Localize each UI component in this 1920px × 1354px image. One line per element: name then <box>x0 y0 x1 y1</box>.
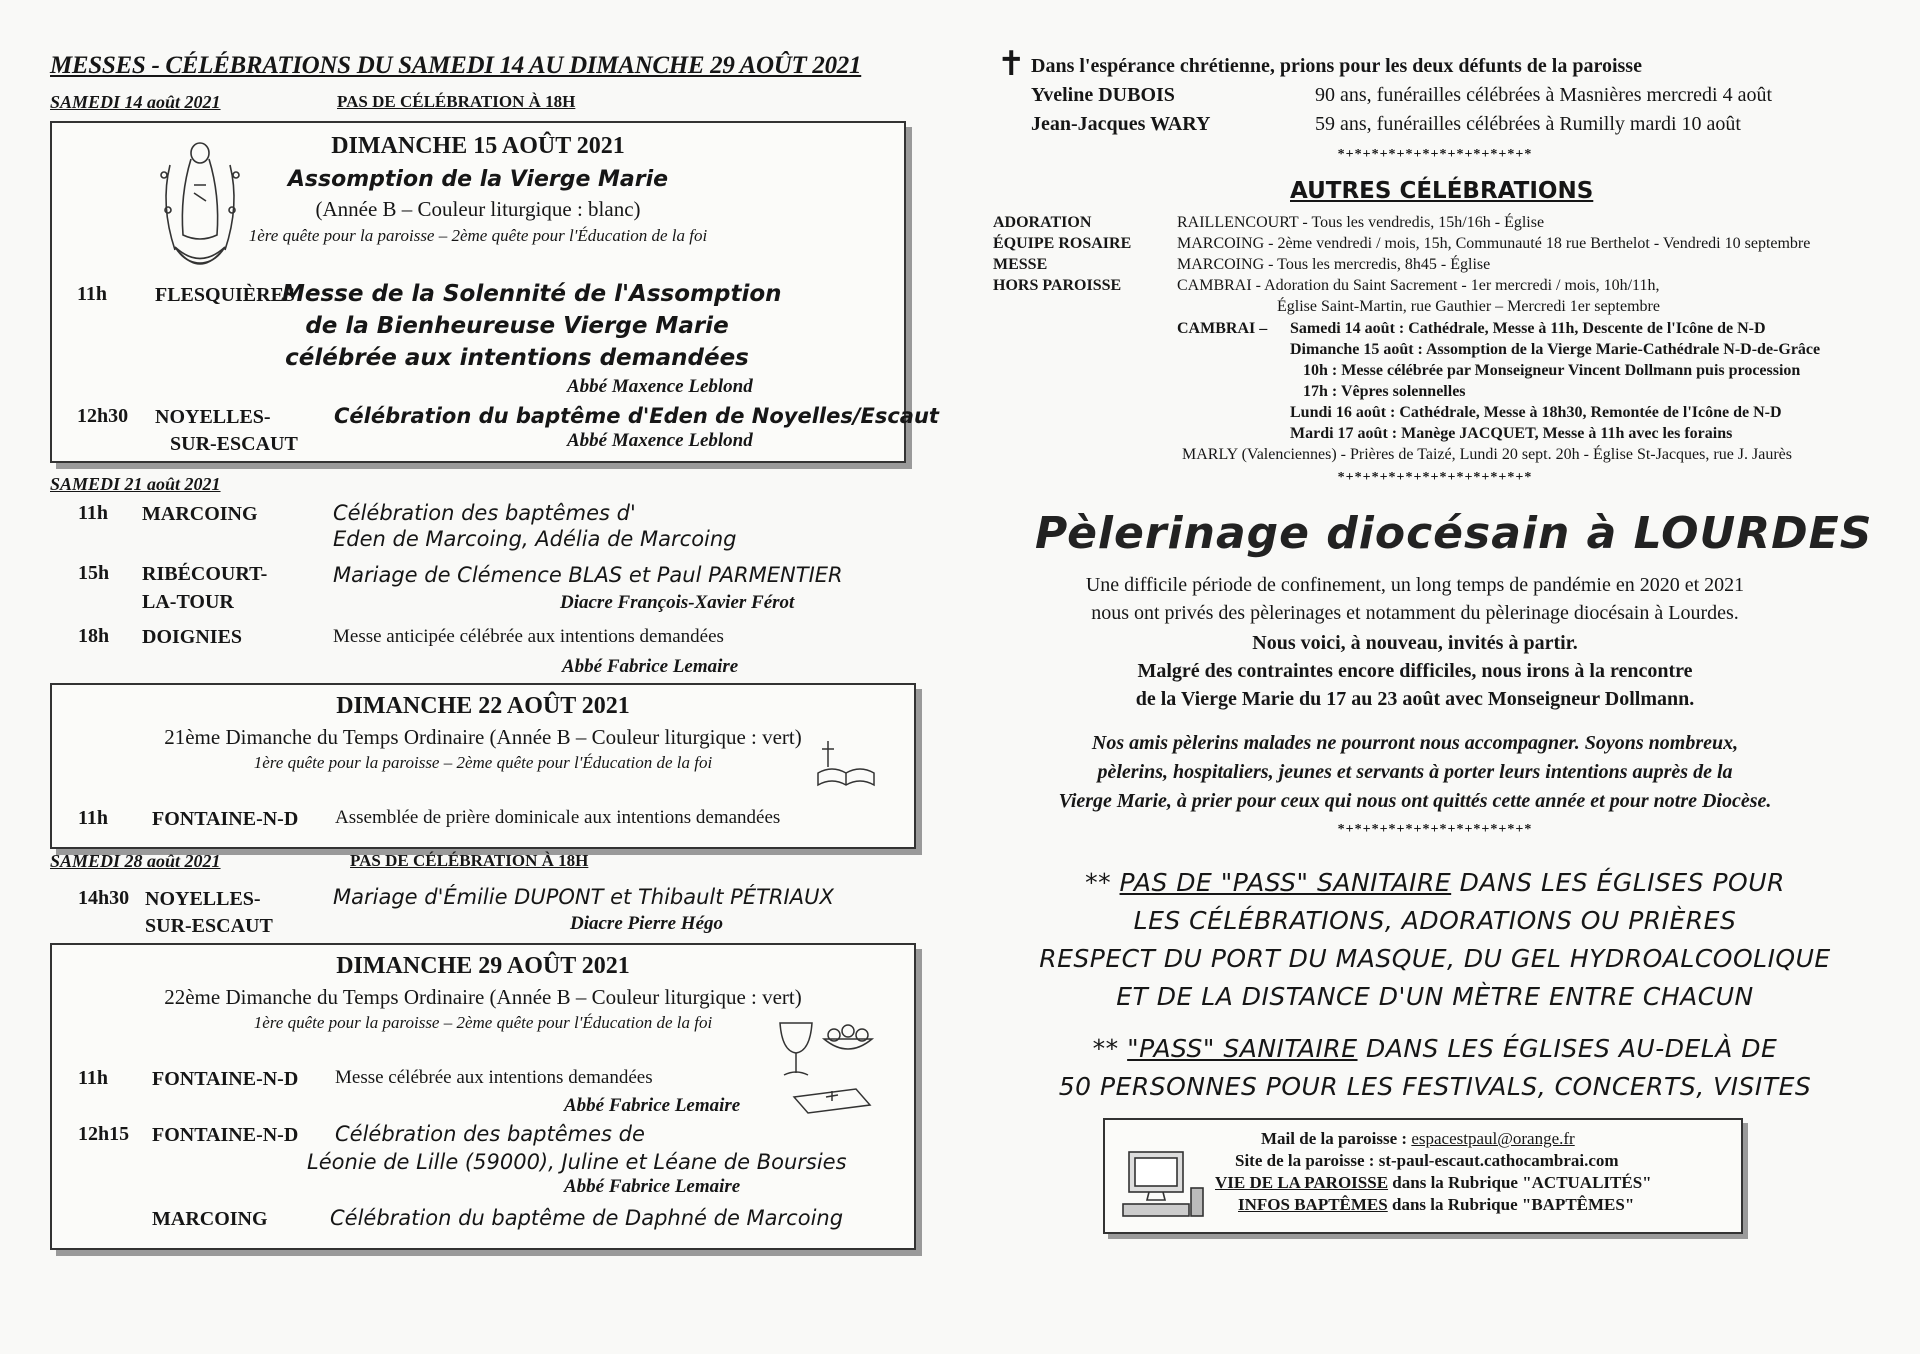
page-title: MESSES - CÉLÉBRATIONS DU SAMEDI 14 AU DIMANCHE 29 AOÛT 2021 <box>50 52 862 79</box>
sat28-e1-line1: Mariage d'Émilie DUPONT et Thibault PÉTRIAUX <box>333 885 834 909</box>
separator-stars-1: *+*+*+*+*+*+*+*+*+*+*+* <box>1337 147 1533 162</box>
sat21-e2-place2: LA-TOUR <box>142 591 234 613</box>
box15-e1-line1: Messe de la Solennité de l'Assomption <box>282 281 782 307</box>
box15-quete: 1ère quête pour la paroisse – 2ème quête pour l'Éducation de la foi <box>248 226 708 245</box>
cambrai-line-2: Dimanche 15 août : Assomption de la Vierge Marie-Cathédrale N-D-de-Grâce <box>1290 341 1821 358</box>
box29-e2-time: 12h15 <box>78 1123 130 1145</box>
autres-r4-value: CAMBRAI - Adoration du Saint Sacrement - 1er mercredi / mois, 10h/11h, <box>1177 277 1660 294</box>
sanitaire-line-1 <box>985 864 1885 902</box>
box15-e2-place2: SUR-ESCAUT <box>170 433 298 455</box>
box15-e2-place1: NOYELLES- <box>155 406 271 428</box>
autres-r1-label: ADORATION <box>993 214 1092 231</box>
lourdes-p2: nous ont privés des pèlerinages et notamment du pèlerinage diocésain à Lourdes. <box>1091 602 1739 624</box>
sanitaire-l5-underlined: "PASS" SANITAIRE <box>1127 1034 1358 1063</box>
lourdes-title: Pèlerinage diocésain à LOURDES <box>1035 508 1873 559</box>
marly-line: MARLY (Valenciennes) - Prières de Taizé, Lundi 20 sept. 20h - Église St-Jacques, rue J. Jaurès <box>1182 446 1793 463</box>
box29-quete: 1ère quête pour la paroisse – 2ème quête pour l'Éducation de la foi <box>253 1013 713 1032</box>
computer-icon <box>1119 1148 1207 1222</box>
lourdes-p3: Nous voici, à nouveau, invités à partir. <box>1252 632 1578 654</box>
cambrai-label: CAMBRAI – <box>1177 320 1268 337</box>
box29-e2-priest: Abbé Fabrice Lemaire <box>564 1176 741 1197</box>
sanitaire-line-5 <box>985 1030 1885 1068</box>
sanitaire-l1-underlined: PAS DE "PASS" SANITAIRE <box>1119 868 1452 897</box>
sat21-e1-time: 11h <box>78 502 109 524</box>
lourdes-p5: de la Vierge Marie du 17 au 23 août avec Monseigneur Dollmann. <box>1135 688 1695 710</box>
box-sunday-22 <box>50 683 916 849</box>
separator-stars-3: *+*+*+*+*+*+*+*+*+*+*+* <box>1337 822 1533 837</box>
box29-e2-line2: Léonie de Lille (59000), Juline et Léane de Boursies <box>307 1150 847 1174</box>
box15-e1-line3: célébrée aux intentions demandées <box>285 345 749 371</box>
sat21-e2-priest: Diacre François-Xavier Férot <box>560 592 795 613</box>
cambrai-line-4: 17h : Vêpres solennelles <box>1303 383 1466 400</box>
box22-e1-place: FONTAINE-N-D <box>152 808 299 830</box>
box-sunday-29 <box>50 943 916 1250</box>
box29-sunday: 22ème Dimanche du Temps Ordinaire (Année B – Couleur liturgique : vert) <box>164 985 802 1009</box>
cross-icon: ✝ <box>997 46 1026 83</box>
contact-infos-row <box>1238 1194 1634 1216</box>
box22-sunday: 21ème Dimanche du Temps Ordinaire (Année B – Couleur liturgique : vert) <box>164 725 802 749</box>
infos-rest: dans la Rubrique "BAPTÊMES" <box>1387 1195 1635 1214</box>
lourdes-i3: Vierge Marie, à prier pour ceux qui nous ont quittés cette année et pour notre Diocèse. <box>1058 790 1772 812</box>
sanitaire-l1-rest: DANS LES ÉGLISES POUR <box>1451 868 1785 897</box>
contact-site-row <box>1235 1150 1619 1172</box>
site-label: Site de la paroisse : <box>1235 1151 1379 1170</box>
autres-celebrations-title: AUTRES CÉLÉBRATIONS <box>1290 178 1594 204</box>
box29-e2-line1: Célébration des baptêmes de <box>335 1122 645 1146</box>
defunt-2-name: Jean-Jacques WARY <box>1031 113 1211 135</box>
box15-year: (Année B – Couleur liturgique : blanc) <box>315 197 641 221</box>
lourdes-i2: pèlerins, hospitaliers, jeunes et servants à porter leurs intentions auprès de la <box>1097 761 1733 783</box>
sanitaire-l5-prefix: ** <box>1092 1034 1128 1063</box>
sat21-e2-time: 15h <box>78 562 110 584</box>
sat28-e1-priest: Diacre Pierre Hégo <box>570 913 724 934</box>
sat28-e1-place1: NOYELLES- <box>145 888 261 910</box>
separator-stars-2: *+*+*+*+*+*+*+*+*+*+*+* <box>1337 470 1533 485</box>
lourdes-p1: Une difficile période de confinement, un long temps de pandémie en 2020 et 2021 <box>1085 574 1745 596</box>
lourdes-i1: Nos amis pèlerins malades ne pourront nous accompagner. Soyons nombreux, <box>1091 732 1739 754</box>
box15-e2-time: 12h30 <box>77 405 129 427</box>
date-heading-sat28: SAMEDI 28 août 2021 <box>50 851 221 871</box>
autres-r2-label: ÉQUIPE ROSAIRE <box>993 235 1132 252</box>
sat28-e1-place2: SUR-ESCAUT <box>145 915 273 937</box>
box22-date: DIMANCHE 22 AOÛT 2021 <box>336 693 630 719</box>
bible-icon <box>814 735 878 791</box>
autres-r3-label: MESSE <box>993 256 1048 273</box>
autres-r2-value: MARCOING - 2ème vendredi / mois, 15h, Communauté 18 rue Berthelot - Vendredi 10 septembre <box>1177 235 1811 252</box>
defunt-2-info: 59 ans, funérailles célébrées à Rumilly mardi 10 août <box>1315 113 1741 135</box>
date-heading-sat21: SAMEDI 21 août 2021 <box>50 474 221 494</box>
box29-e1-time: 11h <box>78 1067 109 1089</box>
box29-date: DIMANCHE 29 AOÛT 2021 <box>336 953 630 979</box>
cambrai-line-1: Samedi 14 août : Cathédrale, Messe à 11h, Descente de l'Icône de N-D <box>1290 320 1766 337</box>
box15-date: DIMANCHE 15 AOÛT 2021 <box>331 133 625 159</box>
autres-r4-value2: Église Saint-Martin, rue Gauthier – Mercredi 1er septembre <box>1277 298 1660 315</box>
box15-e2-priest: Abbé Maxence Leblond <box>567 430 753 451</box>
autres-r1-value: RAILLENCOURT - Tous les vendredis, 15h/16h - Église <box>1177 214 1545 231</box>
contact-mail-row <box>1261 1128 1575 1150</box>
sanitaire-l5-rest: DANS LES ÉGLISES AU-DELÀ DE <box>1357 1034 1778 1063</box>
defunt-1-name: Yveline DUBOIS <box>1031 84 1175 106</box>
cambrai-line-5: Lundi 16 août : Cathédrale, Messe à 18h30, Remontée de l'Icône de N-D <box>1290 404 1782 421</box>
sat28-e1-time: 14h30 <box>78 887 130 909</box>
lourdes-p4: Malgré des contraintes encore difficiles, nous irons à la rencontre <box>1137 660 1693 682</box>
mail-label: Mail de la paroisse : <box>1261 1129 1412 1148</box>
sat21-e2-line1: Mariage de Clémence BLAS et Paul PARMENTIER <box>333 563 843 587</box>
box29-e3-line1: Célébration du baptême de Daphné de Marcoing <box>330 1206 844 1230</box>
defunts-heading: Dans l'espérance chrétienne, prions pour les deux défunts de la paroisse <box>1031 55 1642 77</box>
sanitaire-line-3: RESPECT DU PORT DU MASQUE, DU GEL HYDROALCOOLIQUE <box>1039 944 1831 973</box>
vie-rest: dans la Rubrique "ACTUALITÉS" <box>1388 1173 1652 1192</box>
contact-box <box>1103 1118 1743 1234</box>
sanitaire-line-6: 50 PERSONNES POUR LES FESTIVALS, CONCERTS, VISITES <box>1058 1072 1812 1101</box>
cambrai-line-3: 10h : Messe célébrée par Monseigneur Vincent Dollmann puis procession <box>1303 362 1801 379</box>
autres-r3-value: MARCOING - Tous les mercredis, 8h45 - Église <box>1177 256 1491 273</box>
box29-e3-place: MARCOING <box>152 1208 268 1230</box>
autres-r4-label: HORS PAROISSE <box>993 277 1122 294</box>
sat21-e1-line1: Célébration des baptêmes d' <box>333 501 636 525</box>
sat21-e1-line2: Eden de Marcoing, Adélia de Marcoing <box>333 527 737 551</box>
box22-e1-time: 11h <box>78 807 109 829</box>
box22-e1-line1: Assemblée de prière dominicale aux intentions demandées <box>335 807 781 828</box>
box29-e2-place: FONTAINE-N-D <box>152 1124 299 1146</box>
mail-link[interactable]: espacestpaul@orange.fr <box>1411 1129 1575 1148</box>
box-sunday-15 <box>50 121 939 463</box>
box15-e1-place: FLESQUIÈRES <box>155 284 296 306</box>
sanitaire-line-4: ET DE LA DISTANCE D'UN MÈTRE ENTRE CHACUN <box>1116 982 1754 1011</box>
no-celebration-note-sat14: PAS DE CÉLÉBRATION À 18H <box>337 92 576 111</box>
no-celebration-note-sat28: PAS DE CÉLÉBRATION À 18H <box>350 851 589 870</box>
box15-e2-line1: Célébration du baptême d'Eden de Noyelles/Escaut <box>334 404 939 428</box>
sat21-e3-line1: Messe anticipée célébrée aux intentions demandées <box>333 626 724 647</box>
sat21-e1-place: MARCOING <box>142 503 258 525</box>
box29-e1-place: FONTAINE-N-D <box>152 1068 299 1090</box>
box29-e1-line1: Messe célébrée aux intentions demandées <box>335 1067 653 1088</box>
box22-quete: 1ère quête pour la paroisse – 2ème quête pour l'Éducation de la foi <box>253 753 713 772</box>
chalice-bread-icon <box>772 1013 882 1121</box>
sanitaire-line-2: LES CÉLÉBRATIONS, ADORATIONS OU PRIÈRES <box>1133 906 1737 935</box>
box15-feast: Assomption de la Vierge Marie <box>287 167 669 192</box>
sat21-e3-time: 18h <box>78 625 110 647</box>
sat21-e3-place: DOIGNIES <box>142 626 243 648</box>
contact-vie-row <box>1215 1172 1652 1194</box>
site-link[interactable]: st-paul-escaut.cathocambrai.com <box>1378 1151 1619 1170</box>
infos-link[interactable]: INFOS BAPTÊMES <box>1238 1195 1388 1214</box>
sat21-e2-place1: RIBÉCOURT- <box>142 563 268 585</box>
box15-e1-priest: Abbé Maxence Leblond <box>567 376 753 397</box>
date-heading-sat14: SAMEDI 14 août 2021 <box>50 92 221 112</box>
sat21-e3-priest: Abbé Fabrice Lemaire <box>562 656 739 677</box>
box15-e1-time: 11h <box>77 283 108 305</box>
cambrai-line-6: Mardi 17 août : Manège JACQUET, Messe à 11h avec les forains <box>1290 425 1733 442</box>
vie-link[interactable]: VIE DE LA PAROISSE <box>1215 1173 1389 1192</box>
box15-e1-line2: de la Bienheureuse Vierge Marie <box>305 313 729 339</box>
defunt-1-info: 90 ans, funérailles célébrées à Masnières mercredi 4 août <box>1315 84 1773 106</box>
box29-e1-priest: Abbé Fabrice Lemaire <box>564 1095 741 1116</box>
sanitaire-l1-prefix: ** <box>1085 868 1120 897</box>
